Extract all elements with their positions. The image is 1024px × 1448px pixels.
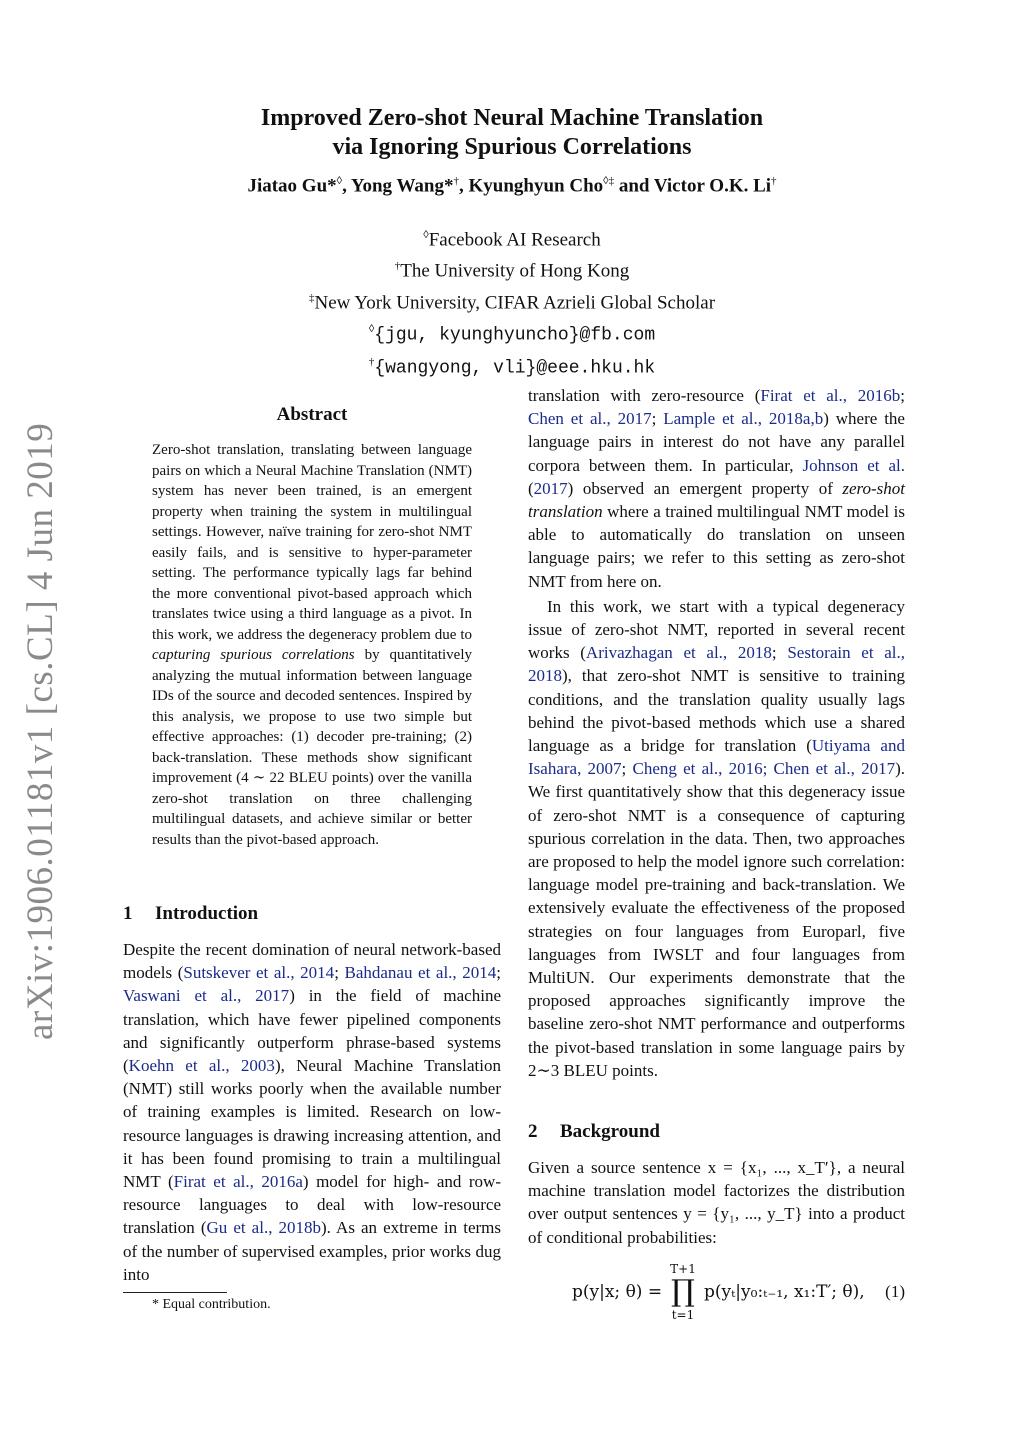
equation-rhs: p(yₜ|y₀:ₜ₋₁, x₁:T′; θ),	[704, 1282, 865, 1302]
equation-1	[528, 1262, 905, 1332]
title-line-2: via Ignoring Spurious Correlations	[332, 134, 692, 160]
citation-link[interactable]: Sutskever et al., 2014	[183, 963, 335, 983]
citation-link[interactable]: Lample et al., 2018a,b	[663, 409, 824, 429]
abstract-text	[152, 440, 472, 850]
arxiv-stamp: arXiv:1906.01181v1 [cs.CL] 4 Jun 2019	[20, 422, 61, 1040]
paper-title	[0, 104, 1024, 162]
author-and: and	[618, 175, 650, 197]
equation-number: (1)	[885, 1282, 905, 1301]
background-paragraph: Given a source sentence x = {x₁, ..., x_T′}, a neural machine translation model factorizes the distribution over output sentences y = {y₁, ..., y_T} into a product of conditional probabilities:	[528, 1158, 905, 1247]
background-section	[528, 1121, 905, 1249]
author-mark: ◊	[336, 175, 343, 187]
section-number: 2	[528, 1121, 538, 1142]
abstract-text-part: Zero-shot translation, translating between language pairs on which a Neural Machine Translation (NMT) system has never been trained, is an emergent property when training the system in multilingual settings. However, naïve training for zero-shot NMT easily fails, and is sensitive to hyper-parameter setting. The performance typically lags far behind the more conventional pivot-based approach which translates twice using a third language as a pivot. In this work, we address the degeneracy problem due to	[152, 442, 472, 643]
product-symbol: ∏	[671, 1274, 695, 1309]
citation-link[interactable]: Johnson et al.	[802, 455, 905, 475]
author-mark: ◊‡	[603, 175, 615, 187]
affil-hku: The University of Hong Kong	[400, 260, 630, 282]
abstract-heading: Abstract	[276, 404, 348, 425]
author-list: Jiatao Gu*◊, Yong Wang*†, Kyunghyun Cho◊‡ and Victor O.K. Li†	[247, 175, 777, 197]
citation-link[interactable]: Koehn et al., 2003	[128, 1056, 275, 1076]
section-number: 1	[123, 903, 133, 924]
section-title: Introduction	[155, 903, 259, 924]
citation-link[interactable]: Arivazhagan et al., 2018	[585, 643, 772, 663]
affil-mark: ‡	[308, 291, 315, 304]
author-cho: Kyunghyun Cho	[468, 175, 604, 197]
footnote-rule	[123, 1292, 227, 1293]
abstract-text-part: by quantitatively analyzing the mutual information between language IDs of the source and decoded sentences. Inspired by this analysis, we propose to use two simple but effective approaches: (1) decoder pre-training; (2) back-translation. These methods show significant improvement (4 ∼ 22 BLEU points) over the vanilla zero-shot translation on three challenging multilingual datasets, and achieve similar or better results than the pivot-based approach.	[152, 647, 472, 848]
author-mark: †	[771, 175, 777, 187]
abstract-emphasis: capturing spurious correlations	[152, 647, 355, 663]
paragraph-this-work: In this work, we start with a typical degeneracy issue of zero-shot NMT, reported in several recent works (Arivazhagan et al., 2018; Sestorain et al., 2018), that zero-shot NMT is sensitive to training conditions, and the translation quality usually lags behind the pivot-based methods which use a shared language as a bridge for translation (Utiyama and Isahara, 2007; Cheng et al., 2016; Chen et al., 2017). We first quantitatively show that this degeneracy issue of zero-shot NMT is a consequence of capturing spurious correlation in the data. Then, two approaches are proposed to help the model ignore such correlation: language model pre-training and back-translation. We extensively evaluate the effectiveness of the proposed strategies on four languages from Europarl, five languages from IWSLT and four languages from MultiUN. Our experiments demonstrate that the proposed approaches significantly improve the baseline zero-shot NMT performance and outperforms the pivot-based translation in some language pairs by 2∼3 BLEU points.	[528, 596, 906, 1080]
author-li: Victor O.K. Li	[653, 175, 772, 197]
citation-link[interactable]: Firat et al., 2016b	[760, 386, 901, 405]
affil-mark: ◊	[368, 322, 375, 335]
product-operator	[668, 1262, 698, 1322]
product-upper-limit: T+1	[670, 1262, 696, 1276]
citation-link[interactable]: Bahdanau et al., 2014	[344, 963, 497, 983]
citation-link[interactable]: Vaswani et al., 2017	[123, 986, 290, 1006]
author-gu: Jiatao Gu*	[247, 175, 337, 197]
citation-link[interactable]: 2017	[533, 478, 568, 498]
citation-link[interactable]: Gu et al., 2018b	[206, 1218, 322, 1238]
citation-link[interactable]: Utiyama and Isahara, 2007	[528, 736, 905, 779]
author-mark: †	[453, 175, 459, 187]
author-wang: Yong Wang*	[350, 175, 454, 197]
affiliations	[0, 222, 1024, 383]
emphasis: zero-shot translation	[528, 478, 905, 522]
intro-paragraph: Despite the recent domination of neural network-based models (Sutskever et al., 2014; Bahdanau et al., 2014; Vaswani et al., 2017) in the field of machine translation, which have fewer pipelined components and significantly outperform phrase-based systems (Koehn et al., 2003), Neural Machine Translation (NMT) still works poorly when the available number of training examples is limited. Research on low-resource languages is drawing increasing attention, and it has been found promising to train a multilingual NMT (Firat et al., 2016a) model for high- and row-resource languages to deal with low-resource translation (Gu et al., 2018b). As an extreme in terms of the number of supervised examples, prior works dug into	[123, 940, 501, 1284]
affil-mark: †	[394, 260, 401, 273]
affil-nyu: New York University, CIFAR Azrieli Global Scholar	[314, 291, 716, 313]
citation-link[interactable]: Chen et al., 2017	[528, 409, 652, 429]
email-hku[interactable]: {wangyong, vli}@eee.hku.hk	[374, 358, 656, 379]
email-fb[interactable]: {jgu, kyunghyuncho}@fb.com	[374, 325, 656, 346]
footnote: * Equal contribution.	[152, 1297, 271, 1312]
section-heading-background	[528, 1121, 905, 1143]
section-title: Background	[560, 1121, 660, 1142]
title-line-1: Improved Zero-shot Neural Machine Translation	[260, 105, 764, 131]
paragraph-zero-resource: translation with zero-resource (Firat et al., 2016b; Chen et al., 2017; Lample et al., 2018a,b) where the language pairs in interest do not have any parallel corpora between them. In particular, Johnson et al. (2017) observed an emergent property of zero-shot translation where a trained multilingual NMT model is able to automatically do translation on unseen language pairs; we refer to this setting as zero-shot NMT from here on.	[528, 386, 905, 591]
citation-link[interactable]: Cheng et al., 2016; Chen et al., 2017	[632, 759, 896, 779]
section-heading-introduction	[123, 903, 501, 925]
equation-lhs: p(y|x; θ) =	[572, 1282, 663, 1302]
affil-mark: †	[368, 356, 375, 369]
citation-link[interactable]: Firat et al., 2016a	[173, 1172, 303, 1192]
affil-facebook: Facebook AI Research	[428, 229, 601, 251]
citation-link[interactable]: Sestorain et al., 2018	[528, 643, 906, 686]
intro-section	[123, 903, 501, 1286]
product-lower-limit: t=1	[671, 1308, 695, 1322]
right-column	[528, 384, 905, 1082]
affil-mark: ◊	[423, 229, 429, 241]
